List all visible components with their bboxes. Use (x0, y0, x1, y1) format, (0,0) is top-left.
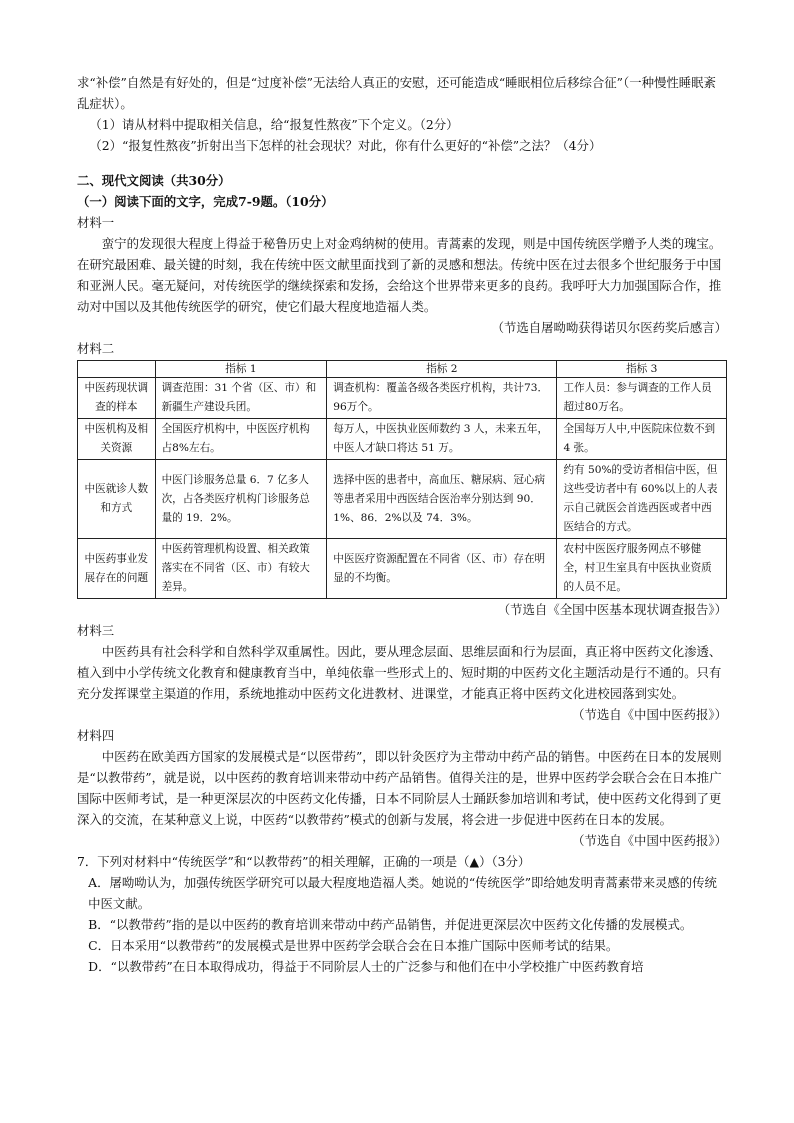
section-subtitle: （一）阅读下面的文字，完成7-9题。（10分） (77, 194, 334, 209)
table-header-cell: 指标 1 (155, 361, 327, 378)
section-title: 二、现代文阅读（共30分） (77, 173, 231, 188)
table-cell: 每万人，中医执业医师数约 3 人，未来五年，中医人才缺口将达 51 万。 (327, 419, 557, 460)
question-7-option-d: D．“以教带药”在日本取得成功，得益于不同阶层人士的广泛参与和他们在中小学校推广中医药教育培 (88, 959, 644, 974)
intro-paragraph: 求“补偿”自然是有好处的，但是“过度补偿”无法给人真正的安慰，还可能造成“睡眠相位后移综合征”（一种慢性睡眠紊乱症状）。 (77, 75, 716, 111)
question-7-option-b: B．“以教带药”指的是以中医药的教育培训来带动中药产品销售，并促进更深层次中医药文化传播的发展模式。 (88, 917, 693, 932)
material-3-source: （节选自《中国中医药报》） (572, 707, 727, 722)
material-3-text: 中医药具有社会科学和自然科学双重属性。因此，要从理念层面、思维层面和行为层面，真正将中医药文化渗透、植入到中小学传统文化教育和健康教育当中，单纯依靠一些形式上的、短时期的中医药文化主题活动是行不通的。只有充分发挥课堂主渠道的作用，系统地推动中医药文化进教材、进课堂，才能真正将中医药文化进校园落到实处。 (77, 644, 722, 701)
table-row-label: 中医就诊人数和方式 (78, 460, 156, 539)
question-6-1: （1）请从材料中提取相关信息，给“报复性熬夜”下个定义。（2分） (89, 117, 459, 132)
question-6-2: （2）“报复性熬夜”折射出当下怎样的社会现状？对此，你有什么更好的“补偿”之法？（4分） (89, 138, 602, 153)
table-row-label: 中医药现状调查的样本 (78, 378, 156, 419)
exam-page (77, 72, 727, 977)
table-row-label: 中医药事业发展存在的问题 (78, 539, 156, 599)
table-row (78, 539, 727, 599)
material-4-text: 中医药在欧美西方国家的发展模式是“以医带药”，即以针灸医疗为主带动中药产品的销售。中医药在日本的发展则是“以教带药”，就是说，以中医药的教育培训来带动中药产品销售。值得关注的是，世界中医药学会联合会在日本推广国际中医师考试，是一种更深层次的中医药文化传播，日本不同阶层人士踊跃参加培训和考试，使中医药文化得到了更深入的交流，在某种意义上说，中医药“以教带药”模式的创新与发展，将会进一步促进中医药在日本的发展。 (77, 749, 722, 827)
table-header-row (78, 361, 727, 378)
question-7-stem: 7．下列对材料中“传统医学”和“以教带药”的相关理解，正确的一项是（▲）（3分） (77, 854, 531, 869)
table-row (78, 419, 727, 460)
table-header-cell: 指标 3 (557, 361, 727, 378)
material-2-source: （节选自《全国中医基本现状调查报告》） (497, 602, 727, 617)
table-cell: 中医医疗资源配置在不同省（区、市）存在明显的不均衡。 (327, 539, 557, 599)
material-1-text: 蛮宁的发现很大程度上得益于秘鲁历史上对金鸡纳树的使用。青蒿素的发现，则是中国传统医学赠予人类的瑰宝。在研究最困难、最关键的时刻，我在传统中医文献里面找到了新的灵感和想法。传统中医在过去很多个世纪服务于中国和亚洲人民。毫无疑问，对传统医学的继续探索和发扬，会给这个世界带来更多的良药。我呼吁大力加强国际合作，推动对中国以及其他传统医学的研究，使它们最大程度地造福人类。 (77, 236, 722, 314)
table-cell: 中医门诊服务总量 6．7 亿多人次，占各类医疗机构门诊服务总量的 19．2%。 (155, 460, 327, 539)
survey-table (77, 360, 727, 599)
table-row (78, 460, 727, 539)
table-cell: 中医药管理机构设置、相关政策落实在不同省（区、市）有较大差异。 (155, 539, 327, 599)
table-cell: 工作人员：参与调查的工作人员超过80万名。 (557, 378, 727, 419)
material-4-label: 材料四 (77, 728, 115, 743)
material-2-label: 材料二 (77, 341, 115, 356)
material-4-source: （节选自《中国中医药报》） (572, 833, 727, 848)
table-header-cell: 指标 2 (327, 361, 557, 378)
table-cell: 选择中医的患者中，高血压、糖尿病、冠心病等患者采用中西医结合医治率分别达到 90．1%、86．2%以及 74．3%。 (327, 460, 557, 539)
table-cell: 全国医疗机构中，中医医疗机构占8%左右。 (155, 419, 327, 460)
table-cell: 农村中医医疗服务网点不够健全，村卫生室具有中医执业资质的人员不足。 (557, 539, 727, 599)
table-header-cell (78, 361, 156, 378)
table-cell: 约有 50%的受访者相信中医，但这些受访者中有 60%以上的人表示自己就医会首选西医或者中西医结合的方式。 (557, 460, 727, 539)
question-7-option-c: C．日本采用“以教带药”的发展模式是世界中医药学会联合会在日本推广国际中医师考试的结果。 (88, 938, 619, 953)
material-1-label: 材料一 (77, 215, 115, 230)
table-cell: 全国每万人中,中医院床位数不到 4 张。 (557, 419, 727, 460)
table-cell: 调查范围：31 个省（区、市）和新疆生产建设兵团。 (155, 378, 327, 419)
question-7-option-a: A．屠呦呦认为，加强传统医学研究可以最大程度地造福人类。她说的“传统医学”即给她发明青蒿素带来灵感的传统中医文献。 (88, 875, 717, 911)
material-3-label: 材料三 (77, 623, 115, 638)
material-1-source: （节选自屠呦呦获得诺贝尔医药奖后感言） (491, 320, 727, 335)
table-row-label: 中医机构及相关资源 (78, 419, 156, 460)
table-row (78, 378, 727, 419)
table-cell: 调查机构：覆盖各级各类医疗机构，共计73．96万个。 (327, 378, 557, 419)
